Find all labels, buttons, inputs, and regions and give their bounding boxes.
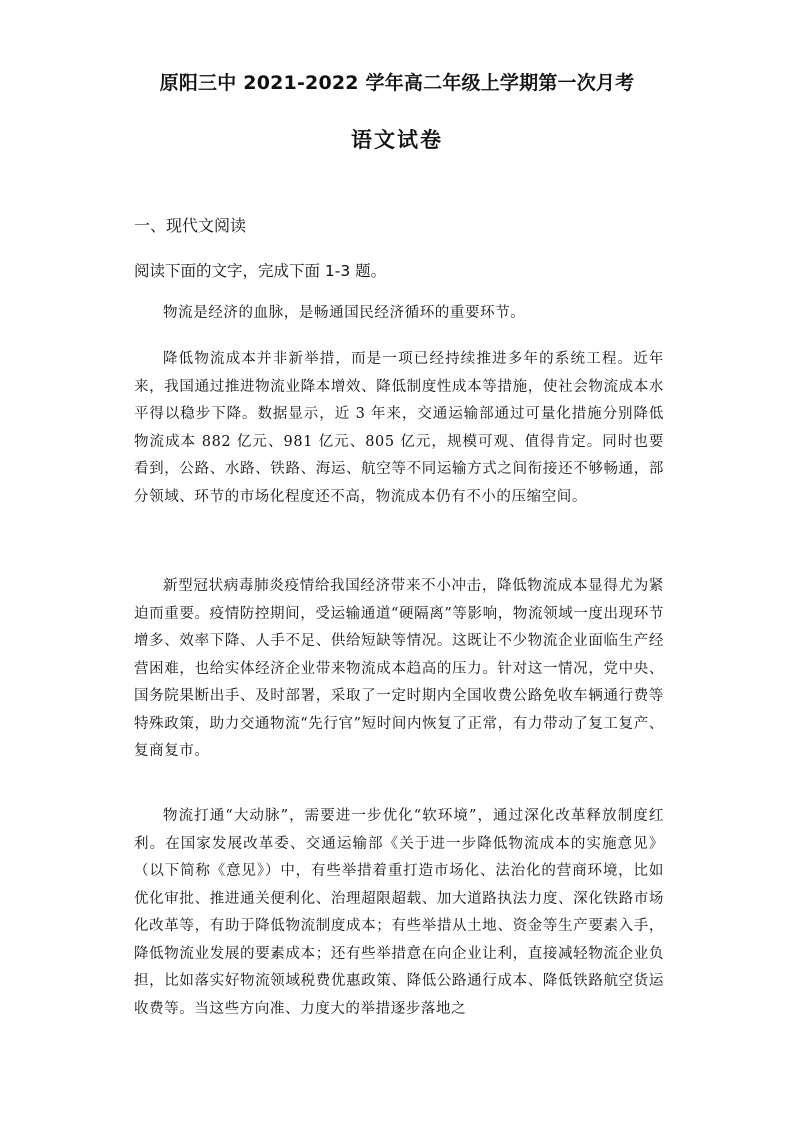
exam-subtitle: 语文试卷 (351, 128, 443, 152)
passage-paragraph-3: 新型冠状病毒肺炎疫情给我国经济带来不小冲击，降低物流成本显得尤为紧迫而重要。疫情防控期间，受运输通道“硬隔离”等影响，物流领域一度出现环节增多、效率下降、人手不足、供给短缺等情况。这既让不少物流企业面临生产经营困难，也给实体经济企业带来物流成本趋高的压力。针对这一情况，党中央、国务院果断出手、及时部署，采取了一定时期内全国收费公路免收车辆通行费等特殊政策，助力交通物流“先行官”短时间内恢复了正常，有力带动了复工复产、复商复市。 (134, 578, 664, 759)
passage-paragraph-2: 降低物流成本并非新举措，而是一项已经持续推进多年的系统工程。近年来，我国通过推进物流业降本增效、降低制度性成本等措施，使社会物流成本水平得以稳步下降。数据显示，近 3 年来，交通运输部通过可量化措施分别降低物流成本 882 亿元、981 亿元、805 亿元，规模可观、值得肯定。同时也要看到，公路、水路、铁路、海运、航空等不同运输方式之间衔接还不够畅通，部分领域、环节的市场化程度还不高，物流成本仍有不小的压缩空间。 (134, 351, 664, 505)
passage-paragraph-1: 物流是经济的血脉，是畅通国民经济循环的重要环节。 (163, 305, 526, 321)
reading-instruction: 阅读下面的文字，完成下面 1-3 题。 (134, 262, 387, 280)
exam-title: 原阳三中 2021-2022 学年高二年级上学期第一次月考 (159, 72, 635, 94)
passage-paragraph-4: 物流打通“大动脉”，需要进一步优化“软环境”，通过深化改革释放制度红利。在国家发展改革委、交通运输部《关于进一步降低物流成本的实施意见》（以下简称《意见》）中，有些举措着重打造市场化、法治化的营商环境，比如优化审批、推进通关便利化、治理超限超载、加大道路执法力度、深化铁路市场化改革等，有助于降低物流制度成本；有些举措从土地、资金等生产要素入手，降低物流业发展的要素成本；还有些举措意在向企业让利，直接减轻物流企业负担，比如落实好物流领域税费优惠政策、降低公路通行成本、降低铁路航空货运收费等。当这些方向准、力度大的举措逐步落地之 (134, 808, 664, 1017)
section-heading: 一、现代文阅读 (134, 216, 247, 235)
